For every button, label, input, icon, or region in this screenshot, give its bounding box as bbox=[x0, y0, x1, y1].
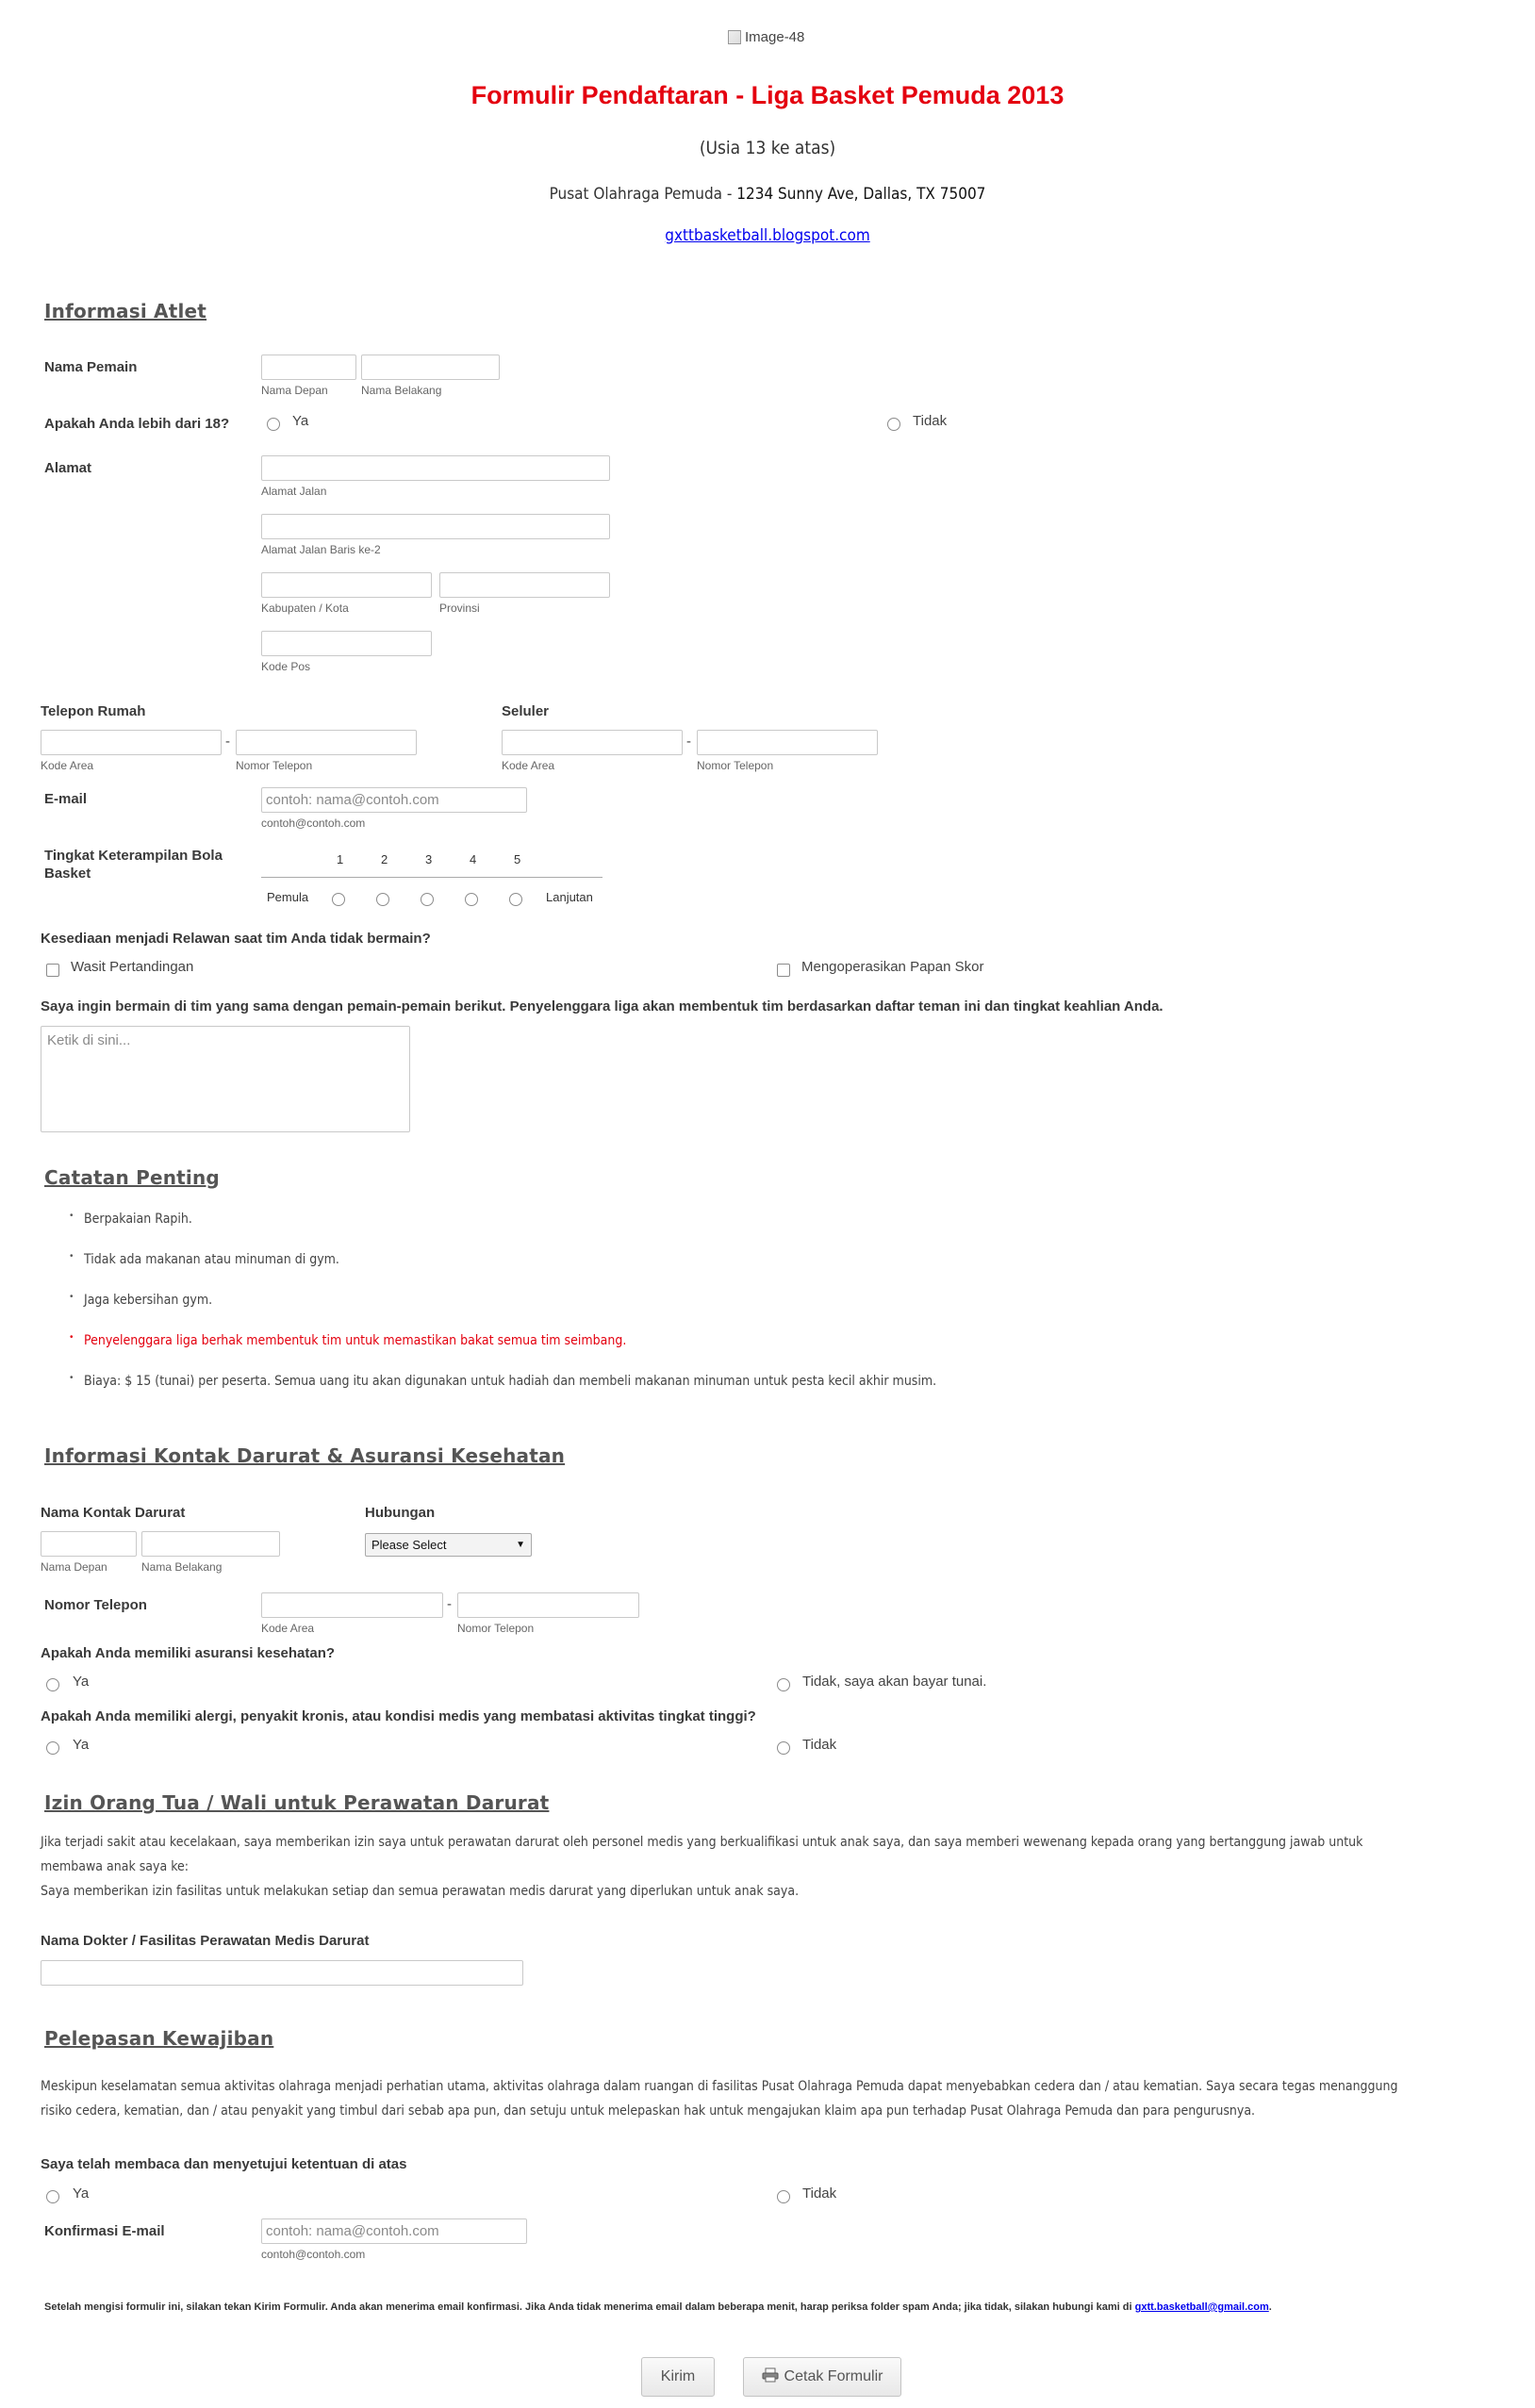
waiver-line-1: Meskipun keselamatan semua aktivitas olahraga menjadi perhatian utama, aktivitas olahraga dalam ruangan di fasilitas Pusat Olahraga Pemuda dapat menyebabkan cedera dan / atau kematian. Saya secara tegas menanggung bbox=[41, 2079, 1398, 2094]
skill-label: Tingkat Keterampilan Bola Basket bbox=[44, 848, 223, 882]
over18-no-label: Tidak bbox=[913, 413, 948, 429]
note-bullet: • bbox=[70, 1292, 74, 1302]
skill-radio-4[interactable] bbox=[465, 893, 478, 906]
home-phone-dash: - bbox=[225, 734, 230, 750]
volunteer-scoreboard-checkbox[interactable] bbox=[777, 964, 790, 977]
confirm-email-sub: contoh@contoh.com bbox=[261, 2248, 366, 2261]
header-image-alt: Image-48 bbox=[745, 29, 805, 45]
street-input[interactable] bbox=[261, 455, 610, 481]
province-sub: Provinsi bbox=[439, 602, 480, 615]
zip-input[interactable] bbox=[261, 631, 432, 656]
emergency-phone-number-sub: Nomor Telepon bbox=[457, 1622, 535, 1635]
broken-image-icon bbox=[728, 30, 741, 44]
skill-divider bbox=[261, 877, 602, 878]
last-name-input[interactable] bbox=[361, 355, 500, 380]
city-sub: Kabupaten / Kota bbox=[261, 602, 349, 615]
agree-label: Saya telah membaca dan menyetujui ketentuan di atas bbox=[41, 2156, 407, 2172]
zip-sub: Kode Pos bbox=[261, 660, 311, 673]
home-phone-number-sub: Nomor Telepon bbox=[236, 759, 313, 772]
doctor-input[interactable] bbox=[41, 1960, 523, 1986]
teammates-textarea[interactable]: Ketik di sini... bbox=[41, 1026, 410, 1132]
skill-radio-3[interactable] bbox=[421, 893, 434, 906]
allergy-no-label: Tidak bbox=[802, 1737, 837, 1753]
home-area-code-input[interactable] bbox=[41, 730, 222, 755]
skill-high-label: Lanjutan bbox=[546, 890, 593, 904]
agree-no-radio[interactable] bbox=[777, 2190, 790, 2203]
cell-area-code-sub: Kode Area bbox=[502, 759, 555, 772]
note-item-5: Biaya: $ 15 (tunai) per peserta. Semua uang itu akan digunakan untuk hadiah dan membeli makanan minuman untuk pesta kecil akhir musim. bbox=[84, 1374, 937, 1389]
insurance-label: Apakah Anda memiliki asuransi kesehatan? bbox=[41, 1645, 336, 1661]
over18-yes-radio[interactable] bbox=[267, 418, 280, 431]
emergency-last-name-sub: Nama Belakang bbox=[141, 1560, 223, 1574]
note-item-2: Tidak ada makanan atau minuman di gym. bbox=[84, 1252, 339, 1267]
age-note: (Usia 13 ke atas) bbox=[699, 138, 836, 158]
doctor-label: Nama Dokter / Fasilitas Perawatan Medis Darurat bbox=[41, 1933, 370, 1949]
printer-icon bbox=[762, 2367, 779, 2387]
emergency-first-name-input[interactable] bbox=[41, 1531, 137, 1557]
emergency-phone-label: Nomor Telepon bbox=[44, 1597, 147, 1613]
skill-level-5: 5 bbox=[514, 852, 521, 866]
skill-level-4: 4 bbox=[470, 852, 477, 866]
emergency-phone-dash: - bbox=[447, 1596, 452, 1612]
consent-section-heading: Izin Orang Tua / Wali untuk Perawatan Darurat bbox=[44, 1791, 550, 1814]
cell-dash: - bbox=[686, 734, 691, 750]
cell-number-input[interactable] bbox=[697, 730, 878, 755]
venue-name: Pusat Olahraga Pemuda - bbox=[549, 185, 733, 204]
allergy-yes-label: Ya bbox=[73, 1737, 90, 1753]
note-item-4: Penyelenggara liga berhak membentuk tim untuk memastikan bakat semua tim seimbang. bbox=[84, 1333, 627, 1348]
agree-yes-label: Ya bbox=[73, 2185, 90, 2202]
player-name-label: Nama Pemain bbox=[44, 359, 138, 375]
footer-instructions-text: Setelah mengisi formulir ini, silakan tekan Kirim Formulir. Anda akan menerima email konfirmasi. Jika Anda tidak menerima email dalam beberapa menit, harap periksa folder spam Anda; jika tidak, silakan hubungi kami di bbox=[44, 2301, 1132, 2313]
note-item-3: Jaga kebersihan gym. bbox=[84, 1293, 213, 1308]
volunteer-label: Kesediaan menjadi Relawan saat tim Anda tidak bermain? bbox=[41, 931, 431, 947]
confirm-email-input[interactable]: contoh: nama@contoh.com bbox=[261, 2218, 527, 2244]
contact-email-link[interactable]: gxtt.basketball@gmail.com bbox=[1134, 2301, 1269, 2313]
insurance-yes-radio[interactable] bbox=[46, 1678, 59, 1691]
street2-sub: Alamat Jalan Baris ke-2 bbox=[261, 543, 381, 556]
note-bullet: • bbox=[70, 1373, 74, 1383]
skill-level-3: 3 bbox=[425, 852, 433, 866]
athlete-section-heading: Informasi Atlet bbox=[44, 300, 207, 322]
submit-button-label: Kirim bbox=[660, 2368, 696, 2384]
venue-address: 1234 Sunny Ave, Dallas, TX 75007 bbox=[736, 185, 986, 204]
relation-select-value: Please Select bbox=[371, 1538, 447, 1552]
consent-line-1: Jika terjadi sakit atau kecelakaan, saya memberikan izin saya untuk perawatan darurat oleh personel medis yang berkualifikasi untuk anak saya, dan saya memberi wewenang kepada orang yang bertanggung jawab untuk bbox=[41, 1835, 1363, 1850]
allergy-label: Apakah Anda memiliki alergi, penyakit kronis, atau kondisi medis yang membatasi aktivitas tingkat tinggi? bbox=[41, 1708, 756, 1724]
over18-no-radio[interactable] bbox=[887, 418, 900, 431]
skill-radio-1[interactable] bbox=[332, 893, 345, 906]
note-item-1: Berpakaian Rapih. bbox=[84, 1212, 192, 1227]
over18-yes-label: Ya bbox=[292, 413, 309, 429]
last-name-sub: Nama Belakang bbox=[361, 384, 442, 397]
form-title: Formulir Pendaftaran - Liga Basket Pemuda 2013 bbox=[470, 81, 1065, 109]
allergy-yes-radio[interactable] bbox=[46, 1741, 59, 1755]
insurance-no-label: Tidak, saya akan bayar tunai. bbox=[802, 1674, 987, 1690]
emergency-area-code-sub: Kode Area bbox=[261, 1622, 315, 1635]
emergency-first-name-sub: Nama Depan bbox=[41, 1560, 107, 1574]
insurance-yes-label: Ya bbox=[73, 1674, 90, 1690]
consent-line-2: membawa anak saya ke: bbox=[41, 1859, 189, 1874]
home-phone-number-input[interactable] bbox=[236, 730, 417, 755]
volunteer-referee-label: Wasit Pertandingan bbox=[71, 959, 194, 975]
skill-level-1: 1 bbox=[337, 852, 344, 866]
home-area-code-sub: Kode Area bbox=[41, 759, 94, 772]
teammates-label: Saya ingin bermain di tim yang sama dengan pemain-pemain berikut. Penyelenggara liga akan membentuk tim berdasarkan daftar teman ini dan tingkat keahlian Anda. bbox=[41, 998, 1164, 1014]
footer-instructions bbox=[44, 2301, 1496, 2313]
first-name-sub: Nama Depan bbox=[261, 384, 328, 397]
agree-yes-radio[interactable] bbox=[46, 2190, 59, 2203]
emergency-phone-number-input[interactable] bbox=[457, 1592, 639, 1618]
footer-period: . bbox=[1268, 2301, 1272, 2313]
emergency-contact-label: Nama Kontak Darurat bbox=[41, 1505, 186, 1521]
email-label: E-mail bbox=[44, 791, 88, 807]
submit-button[interactable] bbox=[641, 2357, 715, 2397]
home-phone-label: Telepon Rumah bbox=[41, 703, 146, 719]
skill-level-2: 2 bbox=[381, 852, 388, 866]
cell-number-sub: Nomor Telepon bbox=[697, 759, 774, 772]
insurance-no-radio[interactable] bbox=[777, 1678, 790, 1691]
emergency-last-name-input[interactable] bbox=[141, 1531, 280, 1557]
chevron-down-icon: ▼ bbox=[516, 1540, 525, 1550]
website-link[interactable]: gxttbasketball.blogspot.com bbox=[665, 226, 870, 245]
over18-label: Apakah Anda lebih dari 18? bbox=[44, 416, 230, 432]
volunteer-scoreboard-label: Mengoperasikan Papan Skor bbox=[801, 959, 984, 975]
street-sub: Alamat Jalan bbox=[261, 485, 327, 498]
email-sub: contoh@contoh.com bbox=[261, 816, 366, 830]
cell-label: Seluler bbox=[502, 703, 550, 719]
street2-input[interactable] bbox=[261, 514, 610, 539]
waiver-section-heading: Pelepasan Kewajiban bbox=[44, 2027, 274, 2050]
notes-section-heading: Catatan Penting bbox=[44, 1166, 220, 1189]
city-input[interactable] bbox=[261, 572, 432, 598]
confirm-email-label: Konfirmasi E-mail bbox=[44, 2223, 165, 2239]
email-input[interactable]: contoh: nama@contoh.com bbox=[261, 787, 527, 813]
relation-select[interactable] bbox=[365, 1533, 532, 1557]
print-button[interactable] bbox=[743, 2357, 901, 2397]
header-image bbox=[728, 29, 804, 45]
address-label: Alamat bbox=[44, 460, 92, 476]
cell-area-code-input[interactable] bbox=[502, 730, 683, 755]
consent-paragraph bbox=[41, 1830, 1493, 1904]
consent-line-3: Saya memberikan izin fasilitas untuk melakukan setiap dan semua perawatan medis darurat yang diperlukan untuk anak saya. bbox=[41, 1884, 800, 1899]
emergency-section-heading: Informasi Kontak Darurat & Asuransi Kesehatan bbox=[44, 1444, 566, 1467]
print-button-label: Cetak Formulir bbox=[784, 2368, 883, 2384]
note-bullet: • bbox=[70, 1332, 74, 1343]
skill-rating-grid bbox=[261, 849, 602, 905]
first-name-input[interactable] bbox=[261, 355, 356, 380]
note-bullet: • bbox=[70, 1251, 74, 1262]
note-bullet: • bbox=[70, 1211, 74, 1221]
waiver-paragraph bbox=[41, 2074, 1493, 2123]
skill-low-label: Pemula bbox=[267, 890, 309, 904]
relation-label: Hubungan bbox=[365, 1505, 436, 1521]
emergency-area-code-input[interactable] bbox=[261, 1592, 443, 1618]
website-line bbox=[0, 226, 1535, 245]
venue-line bbox=[0, 185, 1535, 204]
skill-radio-2[interactable] bbox=[376, 893, 389, 906]
volunteer-referee-checkbox[interactable] bbox=[46, 964, 59, 977]
allergy-no-radio[interactable] bbox=[777, 1741, 790, 1755]
province-input[interactable] bbox=[439, 572, 610, 598]
skill-radio-5[interactable] bbox=[509, 893, 522, 906]
waiver-line-2: risiko cedera, kematian, dan / atau penyakit yang timbul dari sebab apa pun, dan setuju untuk melepaskan hak untuk mengajukan klaim apa pun terhadap Pusat Olahraga Pemuda dan para pengurusnya. bbox=[41, 2103, 1256, 2119]
agree-no-label: Tidak bbox=[802, 2185, 837, 2202]
